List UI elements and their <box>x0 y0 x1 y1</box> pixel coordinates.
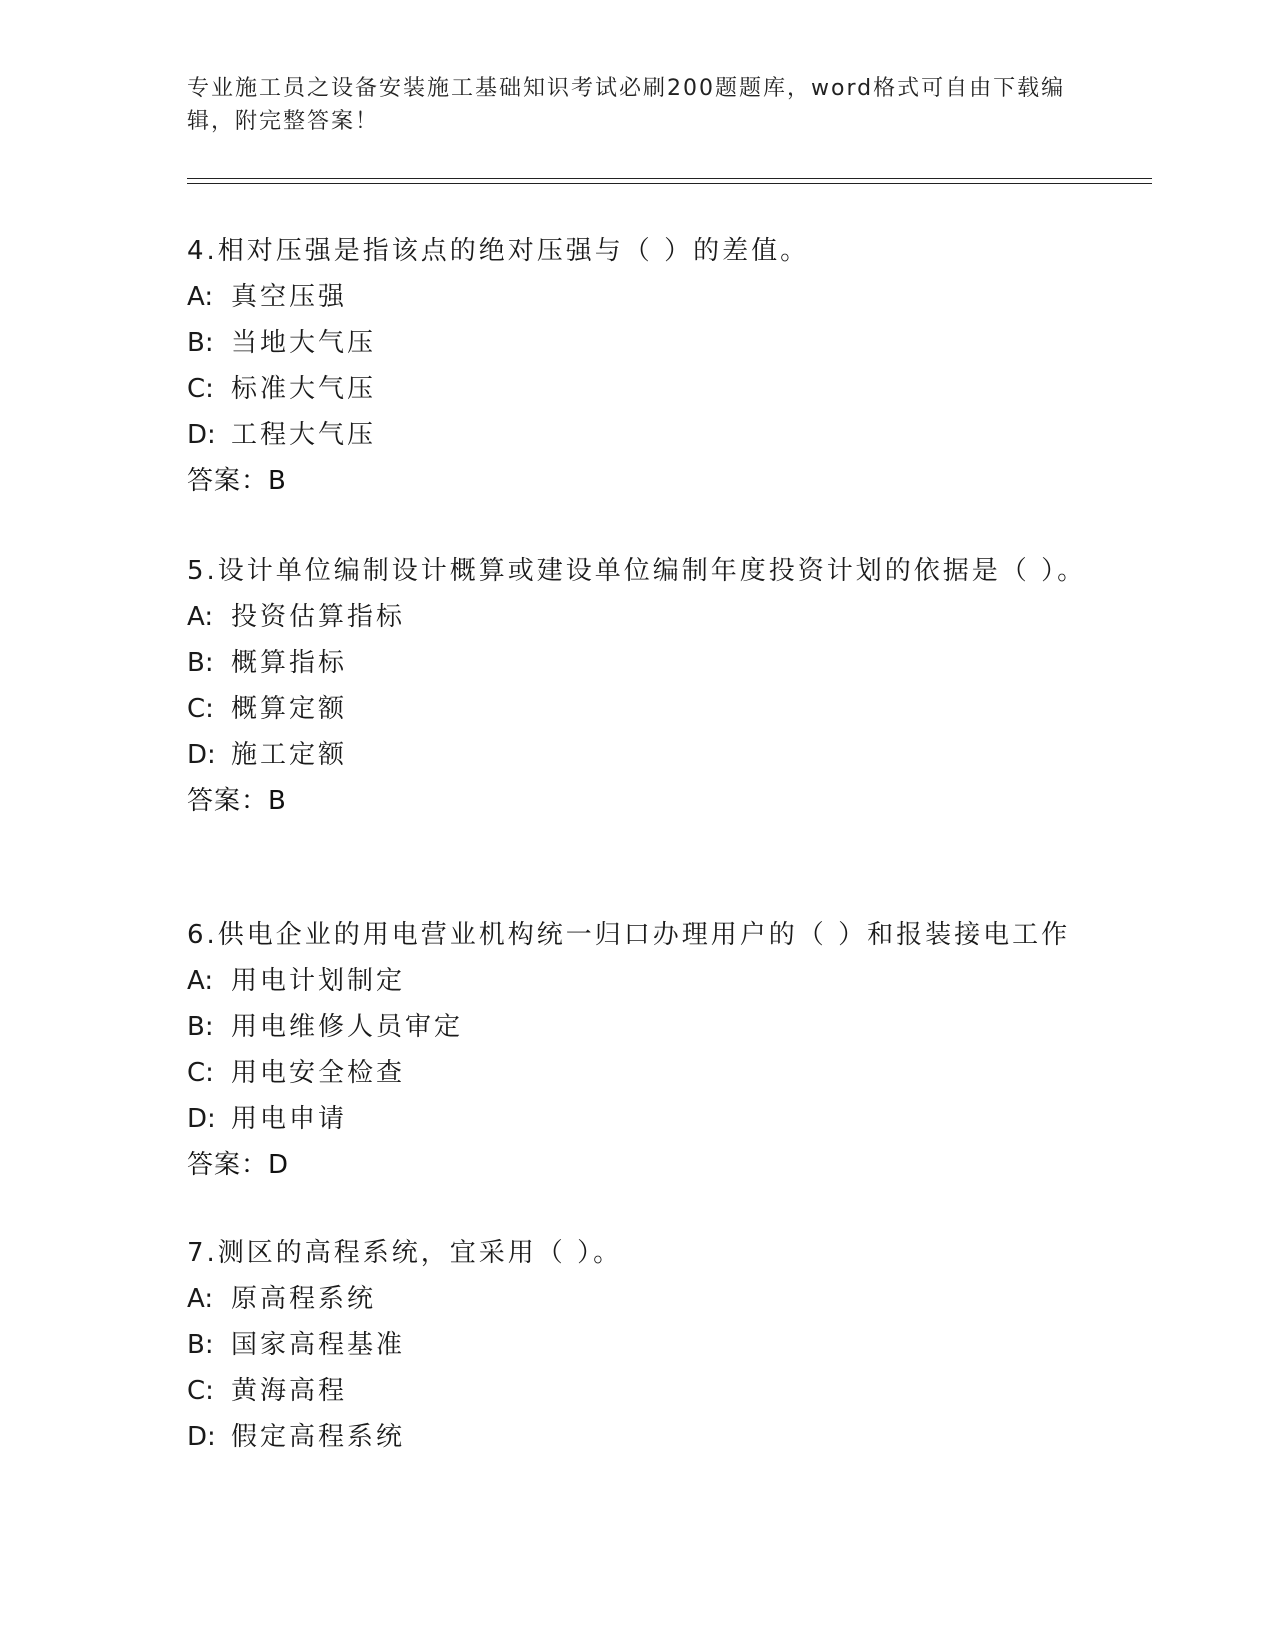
option-text: 概算定额 <box>231 694 348 724</box>
option-d <box>187 732 1087 778</box>
option-a <box>187 274 1087 320</box>
question-stem: 6.供电企业的用电营业机构统一归口办理用户的（ ）和报装接电工作 <box>187 920 1071 950</box>
option-c <box>187 366 1087 412</box>
question-7 <box>187 1230 1087 1460</box>
option-c <box>187 1050 1087 1096</box>
option-text: 黄海高程 <box>231 1376 348 1406</box>
option-text: 用电维修人员审定 <box>231 1012 464 1042</box>
option-letter: D: <box>187 1104 216 1134</box>
option-a <box>187 594 1087 640</box>
question-stem: 7.测区的高程系统，宜采用（ ）。 <box>187 1238 623 1268</box>
option-a <box>187 958 1087 1004</box>
option-d <box>187 412 1087 458</box>
answer-line: 答案：D <box>187 1150 290 1180</box>
option-letter: D: <box>187 740 216 770</box>
option-text: 投资估算指标 <box>231 602 406 632</box>
option-text: 概算指标 <box>231 648 348 678</box>
option-b <box>187 640 1087 686</box>
option-letter: D: <box>187 1422 216 1452</box>
option-d <box>187 1414 1087 1460</box>
answer-line: 答案：B <box>187 786 287 816</box>
option-letter: A: <box>187 602 214 632</box>
option-letter: B: <box>187 648 214 678</box>
option-text: 用电申请 <box>231 1104 348 1134</box>
option-letter: B: <box>187 328 214 358</box>
option-text: 标准大气压 <box>231 374 377 404</box>
option-b <box>187 1004 1087 1050</box>
question-4 <box>187 228 1087 504</box>
header-divider-bottom <box>187 183 1152 184</box>
option-letter: C: <box>187 1058 214 1088</box>
option-text: 施工定额 <box>231 740 348 770</box>
option-c <box>187 1368 1087 1414</box>
question-6 <box>187 912 1087 1188</box>
option-b <box>187 1322 1087 1368</box>
option-b <box>187 320 1087 366</box>
option-letter: A: <box>187 966 214 996</box>
option-text: 当地大气压 <box>231 328 377 358</box>
question-5 <box>187 548 1087 824</box>
option-a <box>187 1276 1087 1322</box>
option-d <box>187 1096 1087 1142</box>
option-text: 原高程系统 <box>231 1284 377 1314</box>
option-letter: A: <box>187 1284 214 1314</box>
question-stem: 5.设计单位编制设计概算或建设单位编制年度投资计划的依据是（ ）。 <box>187 556 1087 586</box>
option-text: 真空压强 <box>231 282 348 312</box>
option-letter: C: <box>187 694 214 724</box>
option-letter: C: <box>187 1376 214 1406</box>
option-letter: A: <box>187 282 214 312</box>
option-letter: D: <box>187 420 216 450</box>
option-text: 工程大气压 <box>231 420 377 450</box>
header-divider-top <box>187 178 1152 179</box>
option-text: 假定高程系统 <box>231 1422 406 1452</box>
answer-line: 答案：B <box>187 466 287 496</box>
question-stem: 4.相对压强是指该点的绝对压强与（ ）的差值。 <box>187 236 810 266</box>
document-header: 专业施工员之设备安装施工基础知识考试必刷200题题库，word格式可自由下载编辑，附完整答案！ <box>187 76 1066 134</box>
option-text: 用电安全检查 <box>231 1058 406 1088</box>
option-text: 国家高程基准 <box>231 1330 406 1360</box>
option-c <box>187 686 1087 732</box>
option-letter: B: <box>187 1012 214 1042</box>
option-text: 用电计划制定 <box>231 966 406 996</box>
option-letter: B: <box>187 1330 214 1360</box>
option-letter: C: <box>187 374 214 404</box>
